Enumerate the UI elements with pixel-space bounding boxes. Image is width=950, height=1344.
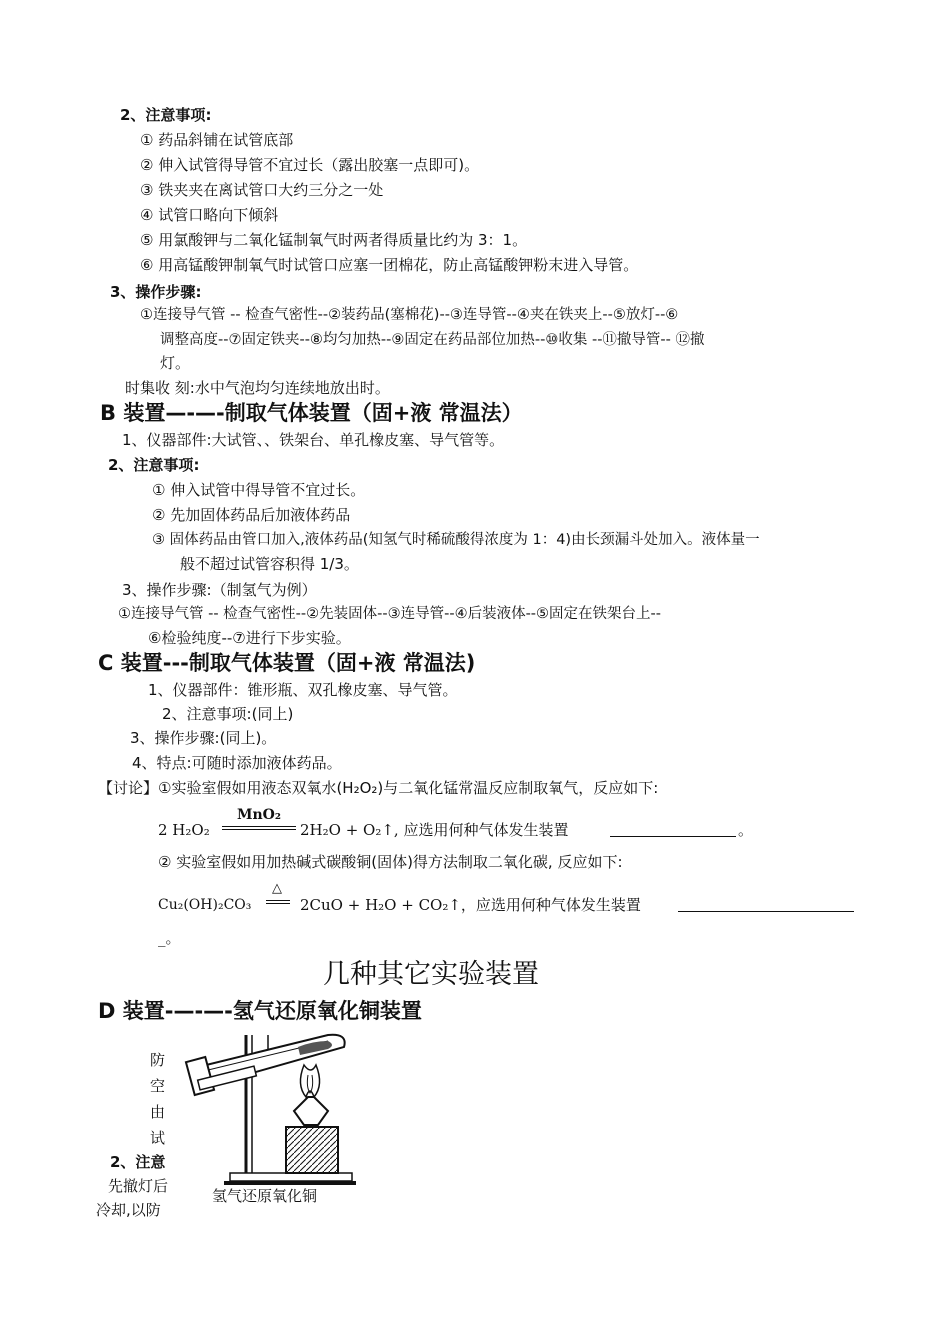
a-steps-line-2: 调整高度--⑦固定铁夹--⑧均匀加热--⑨固定在药品部位加热--⑩收集 --⑪撤导管-- ⑫撤: [160, 332, 705, 348]
b-note-1: ① 伸入试管中得导管不宜过长。: [152, 481, 366, 499]
eq2-end: _。: [158, 929, 181, 947]
b-steps-title: 3、操作步骤:（制氢气为例）: [122, 581, 317, 599]
eq2-right: 2CuO + H₂O + CO₂↑，应选用何种气体发生装置: [300, 896, 641, 914]
a-note-5: ⑤ 用氯酸钾与二氧化锰制氧气时两者得质量比约为 3：1。: [140, 231, 528, 249]
a-steps-line-3: 灯。: [160, 354, 191, 372]
cut-text-2: 空: [150, 1077, 166, 1095]
eq2-answer-blank: [678, 897, 854, 912]
a-notes-title: 2、注意事项:: [120, 106, 212, 124]
b-parts: 1、仪器部件:大试管、、铁架台、单孔橡皮塞、导气管等。: [122, 431, 505, 449]
eq1-answer-blank: [610, 822, 736, 837]
eq1-catalyst: MnO₂: [237, 807, 282, 823]
eq2-left: Cu₂(OH)₂CO₃: [158, 897, 252, 913]
b-heading: B 装置—-—-制取气体装置（固+液 常温法）: [100, 401, 523, 425]
b-steps-line-2: ⑥检验纯度--⑦进行下步实验。: [148, 629, 351, 647]
discussion-line-1: 【讨论】①实验室假如用液态双氧水(H₂O₂)与二氧化锰常温反应制取氧气，反应如下:: [98, 779, 659, 797]
cut-text-4: 试: [150, 1129, 166, 1147]
cut-text-5: 2、注意: [110, 1153, 166, 1171]
cut-text-7: 冷却,以防: [96, 1201, 161, 1219]
a-note-6: ⑥ 用高锰酸钾制氧气时试管口应塞一团棉花，防止高锰酸钾粉末进入导管。: [140, 256, 639, 274]
c-feature: 4、特点:可随时添加液体药品。: [132, 754, 342, 772]
b-note-2: ② 先加固体药品后加液体药品: [152, 506, 351, 524]
eq1-left: 2 H₂O₂: [158, 821, 210, 839]
a-steps-line-1: ①连接导气管 -- 检查气密性--②装药品(塞棉花)--③连导管--④夹在铁夹上--⑤放灯--⑥: [140, 307, 679, 323]
a-note-2: ② 伸入试管得导管不宜过长（露出胶塞一点即可)。: [140, 156, 480, 174]
cut-text-1: 防: [150, 1051, 166, 1069]
d-heading: D 装置-—-—-氢气还原氧化铜装置: [98, 999, 422, 1023]
hydrogen-reduction-apparatus-figure: [168, 1015, 358, 1215]
discussion-line-2: ② 实验室假如用加热碱式碳酸铜(固体)得方法制取二氧化碳, 反应如下:: [158, 853, 623, 871]
a-collect-time: 时集收 刻:水中气泡均匀连续地放出时。: [125, 379, 390, 397]
c-parts: 1、仪器部件：锥形瓶、双孔橡皮塞、导气管。: [148, 681, 458, 699]
c-heading: C 装置---制取气体装置（固+液 常温法): [98, 651, 476, 675]
b-steps-line-1: ①连接导气管 -- 检查气密性--②先装固体--③连导管--④后装液体--⑤固定在铁架台上--: [118, 606, 661, 622]
cut-text-6: 先撤灯后: [108, 1177, 168, 1195]
cut-text-3: 由: [150, 1103, 166, 1121]
eq1-right: 2H₂O + O₂↑, 应选用何种气体发生装置: [300, 821, 569, 839]
eq2-equals-sign: [266, 900, 290, 904]
b-notes-title: 2、注意事项:: [108, 456, 200, 474]
c-notes: 2、注意事项:(同上): [162, 705, 294, 723]
a-note-3: ③ 铁夹夹在离试管口大约三分之一处: [140, 181, 384, 199]
heat-icon: △: [272, 881, 282, 896]
a-note-1: ① 药品斜铺在试管底部: [140, 131, 294, 149]
c-steps: 3、操作步骤:(同上)。: [130, 729, 277, 747]
figure-caption: 氢气还原氧化铜: [212, 1187, 318, 1205]
eq1-equals-sign: [222, 826, 296, 830]
b-note-3a: ③ 固体药品由管口加入,液体药品(知氢气时稀硫酸得浓度为 1：4)由长颈漏斗处加入。液体量一: [152, 532, 760, 548]
page-title: 几种其它实验装置: [323, 959, 539, 990]
b-note-3b: 般不超过试管容积得 1/3。: [180, 555, 359, 573]
eq1-end: 。: [738, 821, 754, 839]
a-steps-title: 3、操作步骤:: [110, 283, 202, 301]
a-note-4: ④ 试管口略向下倾斜: [140, 206, 279, 224]
